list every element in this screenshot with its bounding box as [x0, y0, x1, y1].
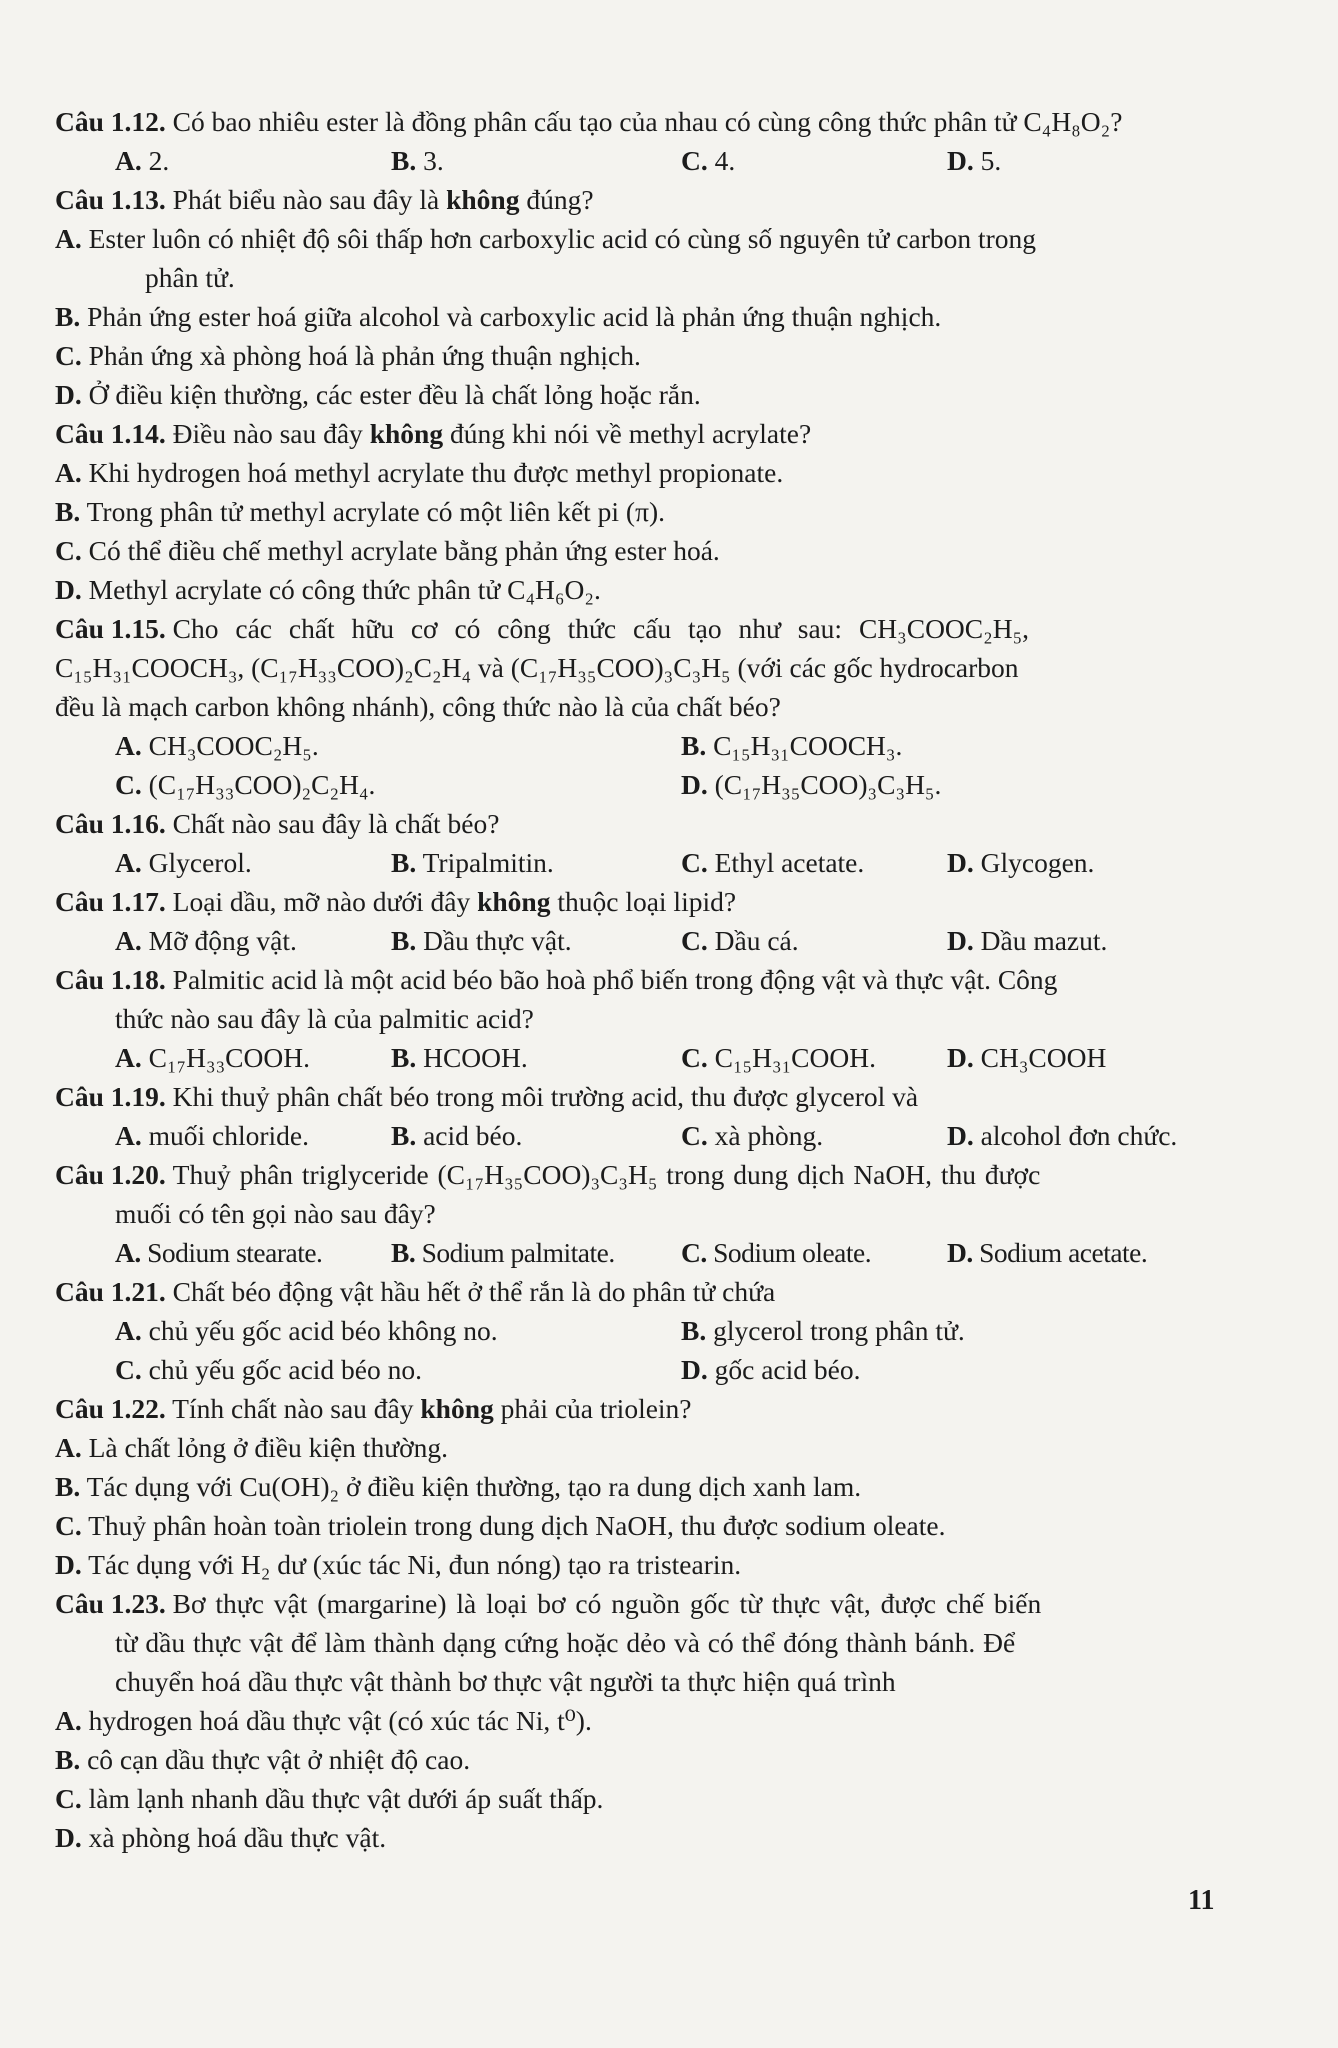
option-c[interactable]: C. 4.: [681, 145, 736, 176]
option-a[interactable]: A. chủ yếu gốc acid béo không no.: [115, 1315, 498, 1346]
question-stem: Loại dầu, mỡ nào dưới đây: [172, 886, 471, 917]
question-stem: Chất nào sau đây là chất béo?: [172, 808, 500, 839]
option-d[interactable]: D. Dầu mazut.: [947, 925, 1108, 956]
question-1-12: [55, 102, 1235, 141]
option-b[interactable]: B. acid béo.: [391, 1120, 523, 1151]
option-a[interactable]: A. Glycerol.: [115, 847, 252, 878]
options-row: [55, 843, 1235, 882]
option-c[interactable]: C. xà phòng.: [681, 1120, 824, 1151]
question-stem: Tính chất nào sau đây: [172, 1393, 414, 1424]
options-row: [55, 1233, 1235, 1272]
question-stem-cont: từ dầu thực vật để làm thành dạng cứng hoặc dẻo và có thể đóng thành bánh. Để: [115, 1627, 1016, 1658]
question-stem: Cho các chất hữu cơ có công thức cấu tạo như sau: CH₃COOC₂H₅,: [172, 613, 1030, 644]
option-b-row: B. cô cạn dầu thực vật ở nhiệt độ cao.: [55, 1744, 471, 1775]
option-b[interactable]: B. HCOOH.: [391, 1042, 528, 1073]
question-1-16: [55, 804, 1235, 843]
question-1-14: [55, 414, 1235, 453]
option-b[interactable]: B. 3.: [391, 145, 444, 176]
option-d-row: D. Tác dụng với H₂ dư (xúc tác Ni, đun nóng) tạo ra tristearin.: [55, 1549, 742, 1580]
question-stem-end: đúng khi nói về methyl acrylate?: [449, 418, 812, 449]
option-b-row: B. Tác dụng với Cu(OH)₂ ở điều kiện thường, tạo ra dung dịch xanh lam.: [55, 1471, 862, 1502]
question-stem: Chất béo động vật hầu hết ở thể rắn là do phân tử chứa: [172, 1276, 776, 1307]
question-label: Câu 1.14.: [55, 418, 166, 449]
option-d[interactable]: D. 5.: [947, 145, 1002, 176]
option-d[interactable]: D. Sodium acetate.: [947, 1237, 1148, 1268]
question-stem-end: đúng?: [526, 184, 594, 215]
question-stem: Có bao nhiêu ester là đồng phân cấu tạo của nhau có cùng công thức phân tử C₄H₈O₂?: [172, 106, 1123, 137]
question-stem: Palmitic acid là một acid béo bão hoà phổ biến trong động vật và thực vật. Công: [172, 964, 1058, 995]
option-a-row: A. Là chất lỏng ở điều kiện thường.: [55, 1432, 449, 1463]
option-a[interactable]: A. Mỡ động vật.: [115, 925, 297, 956]
options-row: [55, 1350, 1235, 1389]
option-c[interactable]: C. Dầu cá.: [681, 925, 799, 956]
options-row: [55, 1116, 1235, 1155]
emphasis-word: không: [477, 886, 551, 917]
question-1-17: [55, 882, 1235, 921]
option-d-row: D. Methyl acrylate có công thức phân tử C₄H₆O₂.: [55, 574, 601, 605]
option-a[interactable]: A. CH₃COOC₂H₅.: [115, 730, 319, 761]
question-label: Câu 1.18.: [55, 964, 166, 995]
question-stem: Điều nào sau đây: [172, 418, 363, 449]
option-d[interactable]: D. alcohol đơn chức.: [947, 1120, 1178, 1151]
question-1-22: [55, 1389, 1235, 1428]
option-b[interactable]: B. glycerol trong phân tử.: [681, 1315, 965, 1346]
option-b[interactable]: B. Sodium palmitate.: [391, 1237, 615, 1268]
question-label: Câu 1.13.: [55, 184, 166, 215]
options-row: [55, 726, 1235, 765]
option-c-row: C. Phản ứng xà phòng hoá là phản ứng thuận nghịch.: [55, 340, 641, 371]
options-row: [55, 1038, 1235, 1077]
question-label: Câu 1.22.: [55, 1393, 166, 1424]
question-label: Câu 1.21.: [55, 1276, 166, 1307]
question-1-18: [55, 960, 1235, 999]
option-a-row: A. hydrogen hoá dầu thực vật (có xúc tác Ni, t⁰).: [55, 1705, 592, 1736]
option-d-row: D. Ở điều kiện thường, các ester đều là chất lỏng hoặc rắn.: [55, 379, 701, 410]
question-label: Câu 1.23.: [55, 1588, 166, 1619]
question-label: Câu 1.20.: [55, 1159, 166, 1190]
question-stem-line-2: [55, 1194, 1235, 1233]
option-d[interactable]: D. Glycogen.: [947, 847, 1095, 878]
question-stem-end: thuộc loại lipid?: [557, 886, 737, 917]
question-stem-line-2: [55, 648, 1235, 687]
question-stem: Thuỷ phân triglyceride (C₁₇H₃₅COO)₃C₃H₅ trong dung dịch NaOH, thu được: [172, 1159, 1041, 1190]
options-row: [55, 921, 1235, 960]
question-stem-end: phải của triolein?: [500, 1393, 692, 1424]
option-c-row: C. Thuỷ phân hoàn toàn triolein trong dung dịch NaOH, thu được sodium oleate.: [55, 1510, 946, 1541]
option-c[interactable]: C. C₁₅H₃₁COOH.: [681, 1042, 876, 1073]
option-a[interactable]: A. 2.: [115, 145, 170, 176]
option-c[interactable]: C. Sodium oleate.: [681, 1237, 872, 1268]
question-1-19: [55, 1077, 1235, 1116]
option-c[interactable]: C. (C₁₇H₃₃COO)₂C₂H₄.: [115, 769, 376, 800]
question-label: Câu 1.19.: [55, 1081, 166, 1112]
question-label: Câu 1.12.: [55, 106, 166, 137]
question-stem: Khi thuỷ phân chất béo trong môi trường acid, thu được glycerol và: [172, 1081, 919, 1112]
option-b[interactable]: B. Tripalmitin.: [391, 847, 554, 878]
emphasis-word: không: [446, 184, 520, 215]
option-b[interactable]: B. Dầu thực vật.: [391, 925, 572, 956]
option-c[interactable]: C. chủ yếu gốc acid béo no.: [115, 1354, 423, 1385]
option-c-row: C. Có thể điều chế methyl acrylate bằng phản ứng ester hoá.: [55, 535, 720, 566]
question-stem-cont: chuyển hoá dầu thực vật thành bơ thực vật người ta thực hiện quá trình: [115, 1666, 896, 1697]
option-d[interactable]: D. gốc acid béo.: [681, 1354, 861, 1385]
emphasis-word: không: [369, 418, 444, 449]
question-stem-line-2: [55, 999, 1235, 1038]
question-1-13: [55, 180, 1235, 219]
question-1-15: [55, 609, 1235, 648]
question-stem: Phát biểu nào sau đây là: [172, 184, 440, 215]
question-stem-cont: C₁₅H₃₁COOCH₃, (C₁₇H₃₃COO)₂C₂H₄ và (C₁₇H₃₅COO)₃C₃H₅ (với các gốc hydrocarbon: [55, 652, 1019, 683]
option-a-cont: phân tử.: [145, 262, 235, 293]
option-a-row: A. Khi hydrogen hoá methyl acrylate thu được methyl propionate.: [55, 457, 784, 488]
option-a[interactable]: A. Sodium stearate.: [115, 1237, 323, 1268]
question-list: [55, 102, 1235, 1857]
question-stem-line-3: [55, 687, 1235, 726]
question-1-20: [55, 1155, 1235, 1194]
option-a-row: A. Ester luôn có nhiệt độ sôi thấp hơn carboxylic acid có cùng số nguyên tử carbon trong: [55, 223, 1037, 254]
option-d-row: D. xà phòng hoá dầu thực vật.: [55, 1822, 387, 1853]
question-stem-cont: muối có tên gọi nào sau đây?: [115, 1198, 436, 1229]
option-a[interactable]: A. C₁₇H₃₃COOH.: [115, 1042, 310, 1073]
option-a-continued: [55, 258, 1235, 297]
option-d[interactable]: D. CH₃COOH: [947, 1042, 1107, 1073]
question-stem-line-2: [55, 1623, 1235, 1662]
option-b-row: B. Phản ứng ester hoá giữa alcohol và carboxylic acid là phản ứng thuận nghịch.: [55, 301, 942, 332]
option-a[interactable]: A. muối chloride.: [115, 1120, 310, 1151]
options-row: [55, 1311, 1235, 1350]
question-stem: Bơ thực vật (margarine) là loại bơ có nguồn gốc từ thực vật, được chế biến: [172, 1588, 1042, 1619]
question-stem-line-3: [55, 1662, 1235, 1701]
question-1-23: [55, 1584, 1235, 1623]
options-row: [55, 765, 1235, 804]
question-stem-cont: đều là mạch carbon không nhánh), công thức nào là của chất béo?: [55, 691, 781, 722]
option-b-row: B. Trong phân tử methyl acrylate có một liên kết pi (π).: [55, 496, 666, 527]
question-label: Câu 1.16.: [55, 808, 166, 839]
option-c[interactable]: C. Ethyl acetate.: [681, 847, 865, 878]
question-1-21: [55, 1272, 1235, 1311]
page-number: 11: [1188, 1885, 1215, 1916]
emphasis-word: không: [420, 1393, 494, 1424]
question-label: Câu 1.15.: [55, 613, 166, 644]
option-c-row: C. làm lạnh nhanh dầu thực vật dưới áp suất thấp.: [55, 1783, 604, 1814]
option-d[interactable]: D. (C₁₇H₃₅COO)₃C₃H₅.: [681, 769, 942, 800]
option-b[interactable]: B. C₁₅H₃₁COOCH₃.: [681, 730, 903, 761]
question-stem-cont: thức nào sau đây là của palmitic acid?: [115, 1003, 534, 1034]
options-row: [55, 141, 1235, 180]
question-label: Câu 1.17.: [55, 886, 166, 917]
